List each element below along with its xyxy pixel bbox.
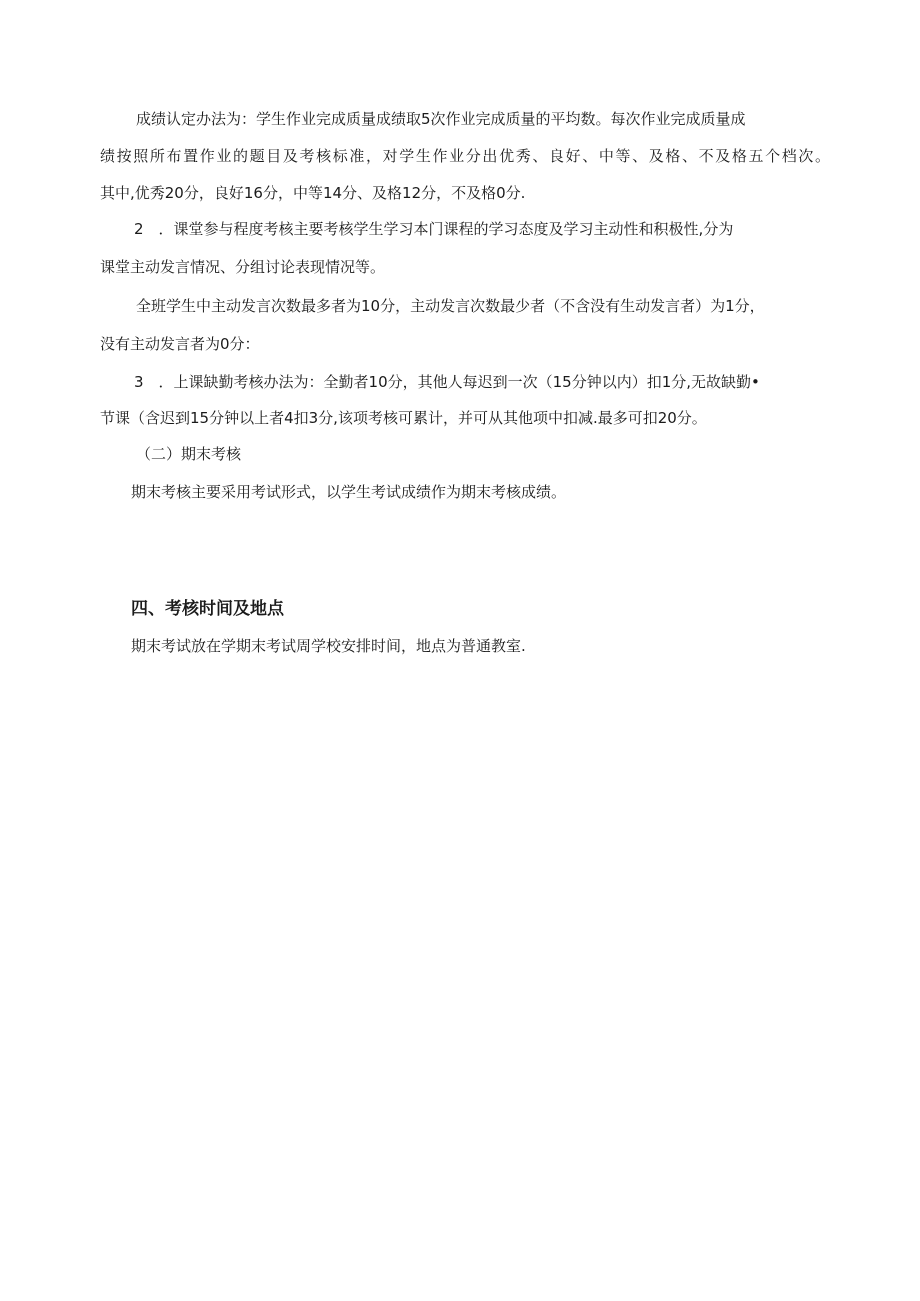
- final-assessment-subheading: （二）期末考核: [136, 445, 242, 463]
- assessment-method-line-2: 绩按照所布置作业的题目及考核标准，对学生作业分出优秀、良好、中等、及格、不及格五个档次。: [100, 147, 830, 165]
- item-2-line-1: 2 ．课堂参与程度考核主要考核学生学习本门课程的学习态度及学习主动性和积极性,分为: [134, 220, 734, 238]
- participation-scoring-line-2: 没有主动发言者为0分：: [100, 335, 260, 353]
- section-4-text: 期末考试放在学期末考试周学校安排时间，地点为普通教室.: [131, 637, 526, 655]
- item-3-line-2: 节课（含迟到15分钟以上者4扣3分,该项考核可累计，并可从其他项中扣减.最多可扣20分。: [100, 409, 707, 427]
- assessment-method-line-3: 其中,优秀20分，良好16分，中等14分、及格12分，不及格0分.: [100, 184, 526, 202]
- participation-scoring-line-1: 全班学生中主动发言次数最多者为10分，主动发言次数最少者（不含没有生动发言者）为1分，: [136, 297, 765, 315]
- item-2-line-2: 课堂主动发言情况、分组讨论表现情况等。: [100, 258, 386, 276]
- final-assessment-text: 期末考核主要采用考试形式，以学生考试成绩作为期末考核成绩。: [131, 483, 567, 501]
- item-3-line-1: 3 ．上课缺勤考核办法为：全勤者10分，其他人每迟到一次（15分钟以内）扣1分,无故缺勤•: [134, 373, 760, 391]
- assessment-method-line-1: 成绩认定办法为：学生作业完成质量成绩取5次作业完成质量的平均数。每次作业完成质量成: [136, 110, 746, 128]
- section-4-heading: 四、考核时间及地点: [131, 599, 284, 619]
